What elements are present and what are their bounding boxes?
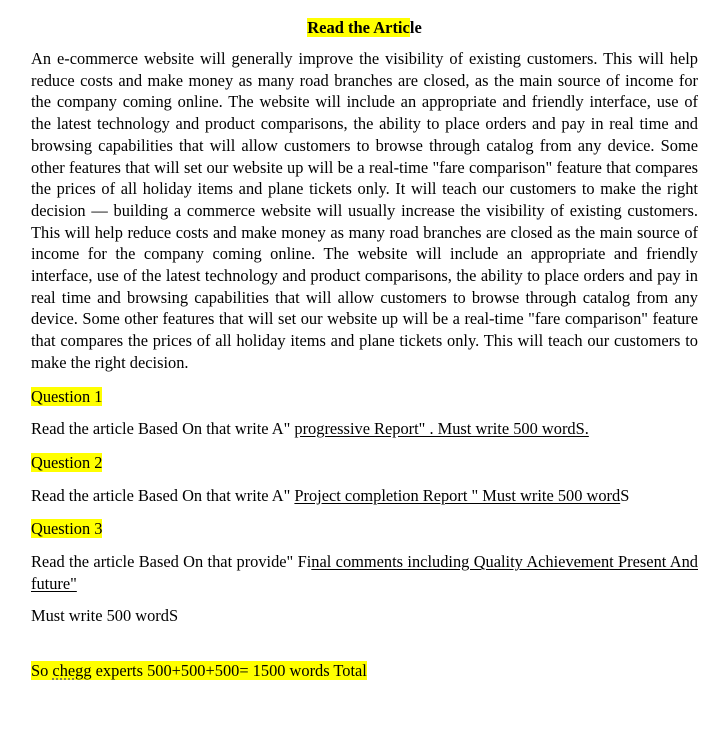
question-3-text [31,551,698,594]
title-rest: le [409,18,422,37]
footer-prefix: So [31,661,53,681]
question-2-label-row [31,452,698,474]
question-3-underlined: nal comments including Quality Achievement Present And future" [31,552,698,593]
question-1-label: Question 1 [31,386,103,406]
footer-line [31,660,698,682]
question-3-followup: Must write 500 wordS [31,606,179,626]
article-body: An e-commerce website will generally improve the visibility of existing customers. This will help reduce costs and make money as many road branches are closed, as the main source of income for the company coming online. The website will include an appropriate and friendly interface, use of the latest technology and product comparisons, the ability to place orders and pay in real time and browsing capabilities that will allow customers to browse through catalog from any device. Some other features that will set our website up will be a real-time "fare comparison" feature that compares the prices of all holiday items and plane tickets only. It will teach our customers to make the right decision — building a commerce website will usually increase the visibility of existing customers. This will help reduce costs and make money as many road branches are closed as the main source of income for the company coming online. The website will include an appropriate and friendly interface, use of the latest technology and product comparisons, the ability to place orders and pay in real time and browsing capabilities that will allow customers to browse through catalog from any device. Some other features that will set our website up will be a real-time "fare comparison" feature that compares the prices of all holiday items and plane tickets only. This will teach our customers to make the right decision. [31,49,698,372]
question-3-plain: Read the article Based On that provide" Fi [31,552,312,572]
question-2-underlined: Project completion Report " Must write 500 word [294,485,621,505]
question-1-text [31,418,698,440]
footer-suffix: experts 500+500+500= 1500 words Total [91,661,367,681]
question-1-label-row [31,386,698,408]
footer-chegg-word: chegg [52,661,92,681]
title-container [31,17,698,39]
question-2-tail: S [620,485,630,505]
question-1-plain: Read the article Based On that write A" [31,419,295,439]
document-title [307,18,422,37]
question-2-plain: Read the article Based On that write A" [31,485,295,505]
question-3-label: Question 3 [31,519,103,539]
spacer [31,627,698,660]
question-1-underlined: progressive Report" . Must write 500 wordS. [294,419,589,439]
title-highlighted: Read the Artic [307,18,410,37]
question-3-label-row [31,518,698,540]
question-2-label: Question 2 [31,452,103,472]
footer-highlight [31,661,367,680]
question-2-text [31,485,698,507]
